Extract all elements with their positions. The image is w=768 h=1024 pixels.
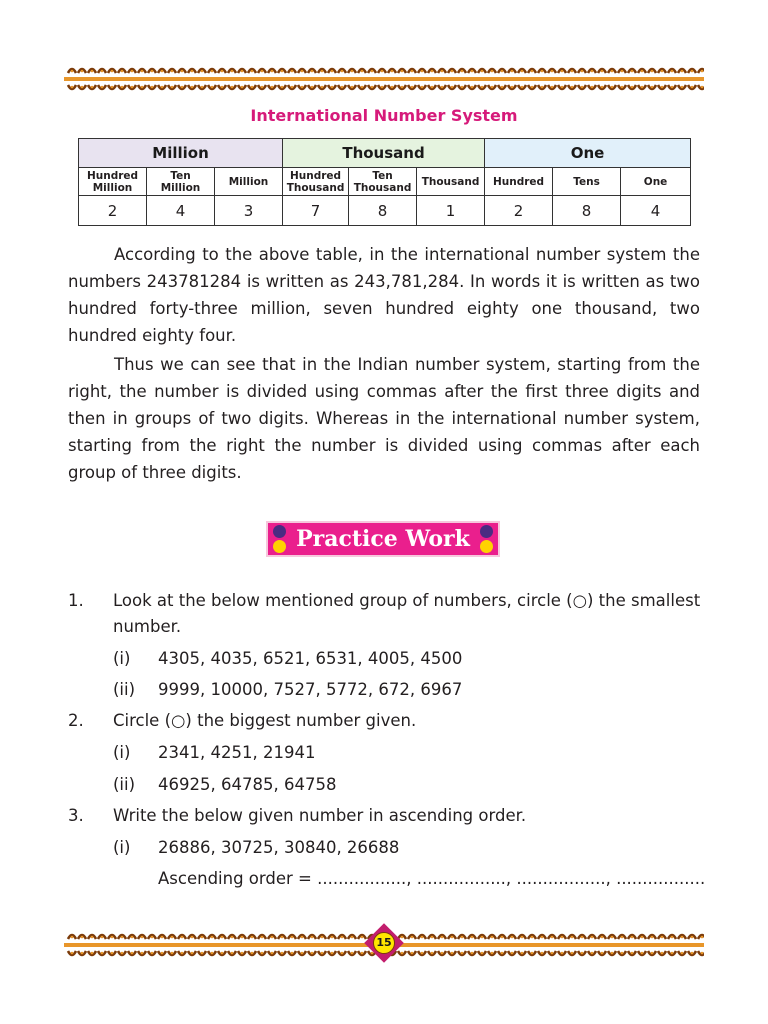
ascending-order-answer-line: Ascending order = ................., ................., ................., .................: [158, 869, 706, 888]
question-text: Circle (○) the biggest number given.: [113, 711, 417, 730]
question-text: Look at the below mentioned group of numbers, circle (○) the smallest number.: [113, 591, 701, 636]
place-value-label: One: [643, 175, 668, 188]
digit-cell: 4: [147, 196, 215, 226]
sub-question-numbers: 2341, 4251, 21941: [158, 743, 316, 762]
place-value-table: [78, 138, 691, 226]
question-number: 3.: [68, 806, 84, 825]
digit-cell: 2: [79, 196, 147, 226]
place-value-header: [79, 168, 147, 196]
top-decorative-border: [64, 62, 704, 96]
place-value-label: Million: [228, 175, 269, 188]
digit-cell: 8: [349, 196, 417, 226]
page-number: 15: [373, 932, 395, 954]
digit-cell: 3: [215, 196, 283, 226]
digit-row: [79, 196, 691, 226]
place-value-header: [215, 168, 283, 196]
place-value-label: Thousand: [353, 181, 412, 194]
sub-question-numbers: 26886, 30725, 30840, 26688: [158, 838, 400, 857]
practice-work-banner: [266, 521, 500, 557]
place-value-label: Hundred: [86, 169, 139, 182]
place-value-label: Million: [160, 181, 201, 194]
group-header-one: One: [485, 139, 691, 168]
sub-question-numbers: 9999, 10000, 7527, 5772, 672, 6967: [158, 680, 463, 699]
place-value-header: [349, 168, 417, 196]
sub-question-numbers: 4305, 4035, 6521, 6531, 4005, 4500: [158, 649, 463, 668]
sub-question-label: (i): [113, 649, 131, 668]
practice-work-title: Practice Work: [296, 526, 470, 552]
section-title: International Number System: [250, 106, 518, 125]
digit-cell: 2: [485, 196, 553, 226]
place-value-label: Ten: [170, 169, 191, 182]
sub-question-label: (i): [113, 838, 131, 857]
place-value-header: [485, 168, 553, 196]
group-header-row: [79, 139, 691, 168]
question-number: 1.: [68, 591, 84, 610]
place-value-label: Thousand: [286, 181, 345, 194]
place-value-label: Hundred: [493, 175, 545, 188]
sub-question-label: (i): [113, 743, 131, 762]
place-value-label: Hundred: [289, 169, 342, 182]
place-value-label: Million: [92, 181, 133, 194]
place-value-label: Tens: [573, 175, 600, 188]
question-text: Write the below given number in ascending order.: [113, 806, 527, 825]
place-value-label: Thousand: [421, 175, 480, 188]
paragraph-international-example: According to the above table, in the international number system the numbers 243781284 is written as 243,781,284. In words it is written as two hundred forty-three million, seven hundred eighty one thousand, two hundred eighty four.: [68, 245, 700, 345]
digit-cell: 4: [621, 196, 691, 226]
question-number: 2.: [68, 711, 84, 730]
place-value-header: [553, 168, 621, 196]
digit-cell: 7: [283, 196, 349, 226]
place-value-label: Ten: [372, 169, 393, 182]
page-number-badge: [366, 925, 402, 961]
place-header-row: [79, 168, 691, 196]
digit-cell: 1: [417, 196, 485, 226]
group-header-thousand: Thousand: [283, 139, 485, 168]
place-value-header: [147, 168, 215, 196]
sub-question-label: (ii): [113, 775, 136, 794]
sub-question-numbers: 46925, 64785, 64758: [158, 775, 337, 794]
paragraph-comparison: Thus we can see that in the Indian number system, starting from the right, the number is divided using commas after the first three digits and then in groups of two digits. Whereas in the international number system, starting from the right the number is divided using commas after each group of three digits.: [68, 355, 700, 482]
sub-question-label: (ii): [113, 680, 136, 699]
group-header-million: Million: [79, 139, 283, 168]
digit-cell: 8: [553, 196, 621, 226]
place-value-header: [621, 168, 691, 196]
place-value-header: [283, 168, 349, 196]
place-value-header: [417, 168, 485, 196]
